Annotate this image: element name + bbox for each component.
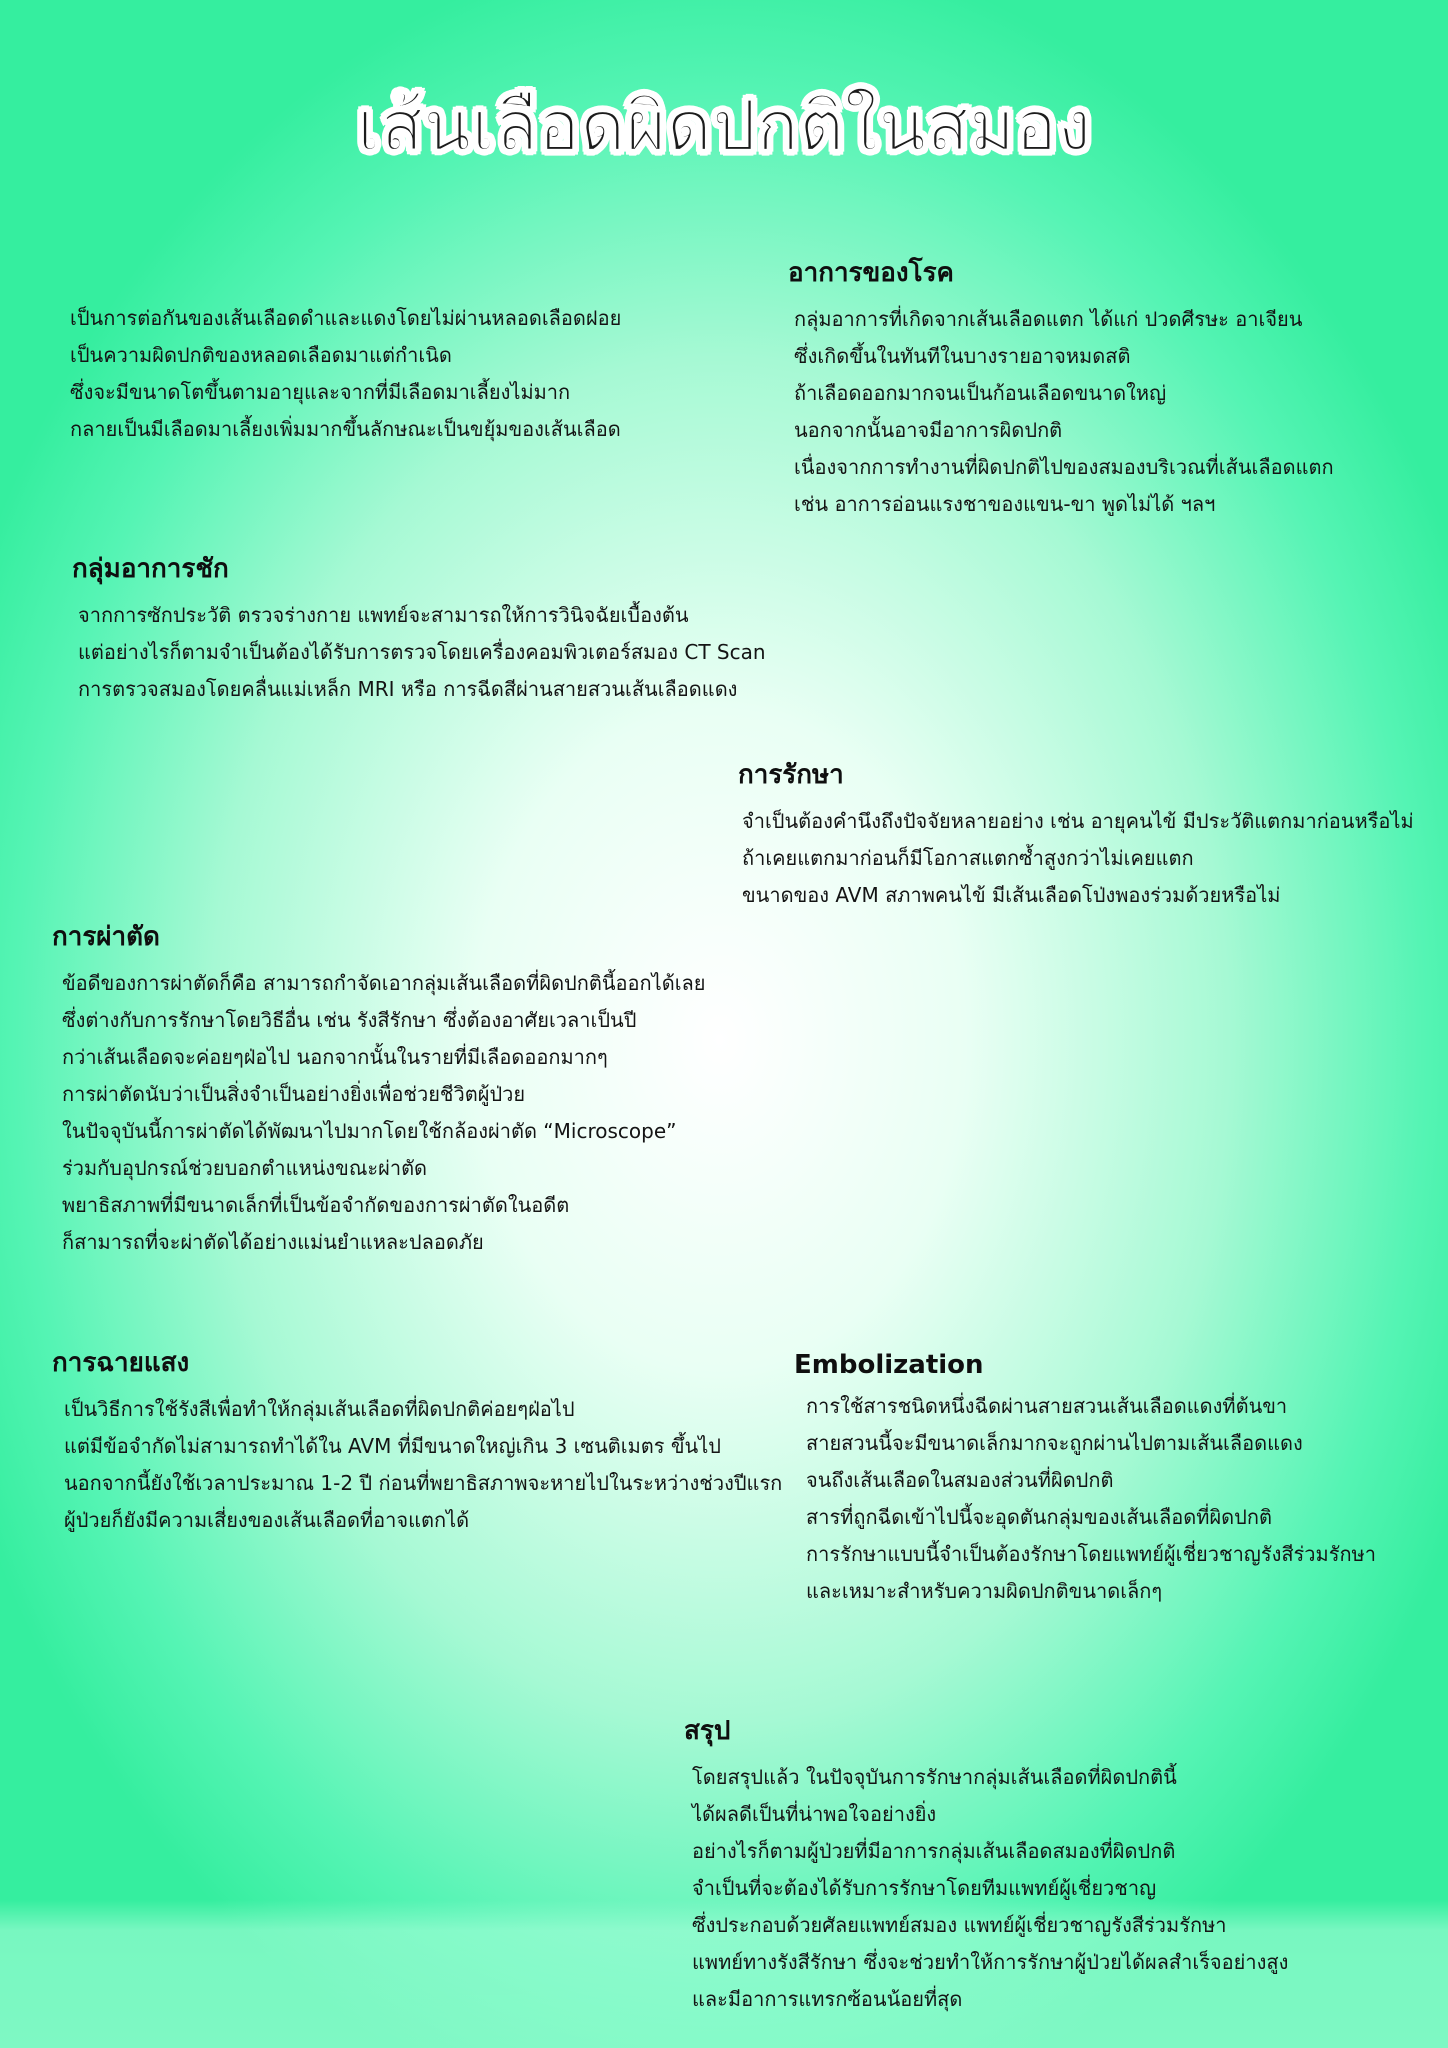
text-line: ถ้าเคยแตกมาก่อนก็มีโอกาสแตกซ้ำสูงกว่าไม่เคยแตก	[742, 846, 1194, 870]
summary-section	[684, 1710, 1288, 2018]
text-line: ร่วมกับอุปกรณ์ช่วยบอกตำแหน่งขณะผ่าตัด	[62, 1156, 428, 1180]
text-line: การใช้สารชนิดหนึ่งฉีดผ่านสายสวนเส้นเลือดแดงที่ต้นขา	[806, 1394, 1288, 1418]
treatment-section	[738, 754, 1414, 914]
text-line: การตรวจสมองโดยคลื่นแม่เหล็ก MRI หรือ การฉีดสีผ่านสายสวนเส้นเลือดแดง	[78, 677, 738, 701]
text-line: กว่าเส้นเลือดจะค่อยๆฝ่อไป นอกจากนั้นในรายที่มีเลือดออกมากๆ	[62, 1045, 608, 1069]
text-line: จำเป็นต้องคำนึงถึงปัจจัยหลายอย่าง เช่น อายุคนไข้ มีประวัติแตกมาก่อนหรือไม่	[742, 809, 1414, 833]
text-line: การผ่าตัดนับว่าเป็นสิ่งจำเป็นอย่างยิ่งเพื่อช่วยชีวิตผู้ป่วย	[62, 1082, 526, 1106]
text-line: อย่างไรก็ตามผู้ป่วยที่มีอาการกลุ่มเส้นเลือดสมองที่ผิดปกติ	[692, 1839, 1176, 1863]
text-line: สายสวนนี้จะมีขนาดเล็กมากจะถูกผ่านไปตามเส้นเลือดแดง	[806, 1431, 1303, 1455]
text-line: ก็สามารถที่จะผ่าตัดได้อย่างแม่นยำแหละปลอดภัย	[62, 1230, 484, 1254]
embolization-heading: Embolization	[794, 1350, 984, 1380]
text-line: กลายเป็นมีเลือดมาเลี้ยงเพิ่มมากขึ้นลักษณะเป็นขยุ้มของเส้นเลือด	[70, 417, 621, 441]
text-line: ซึ่งต่างกับการรักษาโดยวิธีอื่น เช่น รังสีรักษา ซึ่งต้องอาศัยเวลาเป็นปี	[62, 1008, 637, 1032]
surgery-heading: การผ่าตัด	[52, 922, 160, 952]
text-line: ในปัจจุบันนี้การผ่าตัดได้พัฒนาไปมากโดยใช้กล้องผ่าตัด “Microscope”	[62, 1119, 677, 1143]
text-line: และมีอาการแทรกซ้อนน้อยที่สุด	[692, 1987, 963, 2011]
text-line: แต่อย่างไรก็ตามจำเป็นต้องได้รับการตรวจโดยเครื่องคอมพิวเตอร์สมอง CT Scan	[78, 640, 766, 664]
surgery-section	[52, 916, 706, 1261]
seizure-heading: กลุ่มอาการชัก	[72, 554, 229, 584]
symptoms-heading: อาการของโรค	[788, 258, 954, 288]
text-line: ซึ่งเกิดขึ้นในทันทีในบางรายอาจหมดสติ	[794, 344, 1131, 368]
text-line: พยาธิสภาพที่มีขนาดเล็กที่เป็นข้อจำกัดของการผ่าตัดในอดีต	[62, 1193, 570, 1217]
embolization-lines	[806, 1388, 1376, 1610]
seizure-lines	[78, 597, 766, 708]
text-line: ถ้าเลือดออกมากจนเป็นก้อนเลือดขนาดใหญ่	[794, 381, 1167, 405]
text-line: ซึ่งประกอบด้วยศัลยแพทย์สมอง แพทย์ผู้เชี่ยวชาญรังสีร่วมรักษา	[692, 1913, 1227, 1937]
text-line: สารที่ถูกฉีดเข้าไปนี้จะอุดตันกลุ่มของเส้นเลือดที่ผิดปกติ	[806, 1505, 1272, 1529]
text-line: เป็นการต่อกันของเส้นเลือดดำและแดงโดยไม่ผ่านหลอดเลือดฝอย	[70, 306, 622, 330]
intro-lines	[70, 300, 621, 448]
summary-lines	[692, 1759, 1288, 2018]
page-title: เส้นเลือดผิดปกติในสมอง	[356, 85, 1092, 167]
text-line: เป็นวิธีการใช้รังสีเพื่อทำให้กลุ่มเส้นเลือดที่ผิดปกติค่อยๆฝ่อไป	[64, 1397, 575, 1421]
radiation-heading: การฉายแสง	[52, 1348, 190, 1378]
embolization-section	[794, 1350, 1376, 1610]
text-line: ซึ่งจะมีขนาดโตขึ้นตามอายุและจากที่มีเลือดมาเลี้ยงไม่มาก	[70, 380, 571, 404]
text-line: นอกจากนี้ยังใช้เวลาประมาณ 1-2 ปี ก่อนที่พยาธิสภาพจะหายไปในระหว่างช่วงปีแรก	[64, 1471, 783, 1495]
text-line: ได้ผลดีเป็นที่น่าพอใจอย่างยิ่ง	[692, 1802, 937, 1826]
seizure-section	[72, 548, 766, 708]
text-line: จากการซักประวัติ ตรวจร่างกาย แพทย์จะสามารถให้การวินิจฉัยเบื้องต้น	[78, 603, 689, 627]
text-line: นอกจากนั้นอาจมีอาการผิดปกติ	[794, 418, 1063, 442]
text-line: โดยสรุปแล้ว ในปัจจุบันการรักษากลุ่มเส้นเลือดที่ผิดปกตินี้	[692, 1765, 1177, 1789]
text-line: จำเป็นที่จะต้องได้รับการรักษาโดยทีมแพทย์ผู้เชี่ยวชาญ	[692, 1876, 1157, 1900]
text-line: เป็นความผิดปกติของหลอดเลือดมาแต่กำเนิด	[70, 343, 452, 367]
text-line: และเหมาะสำหรับความผิดปกติขนาดเล็กๆ	[806, 1579, 1163, 1603]
symptoms-lines	[794, 301, 1334, 523]
treatment-heading: การรักษา	[738, 760, 844, 790]
text-line: แพทย์ทางรังสีรักษา ซึ่งจะช่วยทำให้การรักษาผู้ป่วยได้ผลสำเร็จอย่างสูง	[692, 1950, 1289, 1974]
text-line: ขนาดของ AVM สภาพคนไข้ มีเส้นเลือดโป่งพองร่วมด้วยหรือไม่	[742, 883, 1281, 907]
text-line: เนื่องจากการทำงานที่ผิดปกติไปของสมองบริเวณที่เส้นเลือดแตก	[794, 455, 1334, 479]
text-line: จนถึงเส้นเลือดในสมองส่วนที่ผิดปกติ	[806, 1468, 1114, 1492]
text-line: ข้อดีของการผ่าตัดก็คือ สามารถกำจัดเอากลุ่มเส้นเลือดที่ผิดปกตินี้ออกได้เลย	[62, 971, 706, 995]
treatment-lines	[742, 803, 1414, 914]
text-line: แต่มีข้อจำกัดไม่สามารถทำได้ใน AVM ที่มีขนาดใหญ่เกิน 3 เซนติเมตร ขึ้นไป	[64, 1434, 721, 1458]
radiation-lines	[64, 1391, 782, 1539]
summary-heading: สรุป	[684, 1716, 731, 1746]
text-line: ผู้ป่วยก็ยังมีความเสี่ยงของเส้นเลือดที่อาจแตกได้	[64, 1508, 470, 1532]
radiation-section	[52, 1342, 782, 1539]
intro-section	[70, 300, 621, 448]
symptoms-section	[788, 252, 1334, 523]
surgery-lines	[62, 965, 706, 1261]
text-line: กลุ่มอาการที่เกิดจากเส้นเลือดแตก ได้แก่ ปวดศีรษะ อาเจียน	[794, 307, 1303, 331]
text-line: เช่น อาการอ่อนแรงชาของแขน-ขา พูดไม่ได้ ฯลฯ	[794, 492, 1216, 516]
text-line: การรักษาแบบนี้จำเป็นต้องรักษาโดยแพทย์ผู้เชี่ยวชาญรังสีร่วมรักษา	[806, 1542, 1376, 1566]
